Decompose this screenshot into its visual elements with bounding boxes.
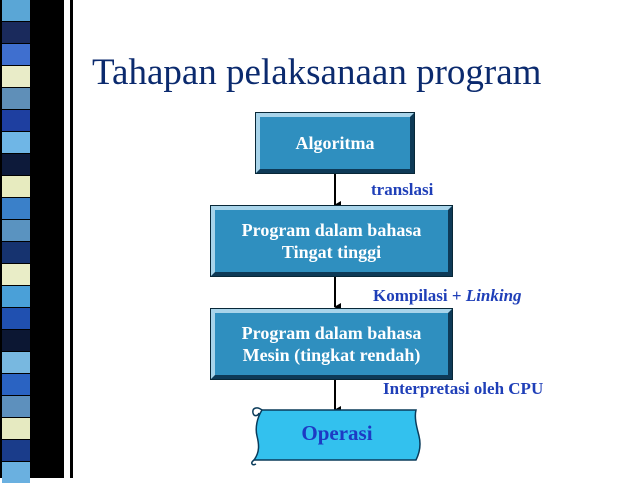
step-program-mesin [211,309,452,379]
step-algoritma [256,113,414,173]
step-program-tingkat-tinggi [211,206,452,276]
step-mesin-label: Program dalam bahasa Mesin (tingkat rendah) [241,323,422,365]
step-tinggi-label: Program dalam bahasa Tingat tinggi [241,220,422,262]
slide-title: Tahapan pelaksanaan program [92,52,542,93]
step-algoritma-label: Algoritma [295,133,375,153]
transition-interpretasi: Interpretasi oleh CPU [383,379,544,398]
transition-linking-text: Linking [465,286,522,305]
step-operasi-label: Operasi [301,421,373,445]
transition-translasi: translasi [371,180,434,199]
transition-kompilasi [373,286,522,306]
transition-kompilasi-text: Kompilasi + [373,286,466,305]
